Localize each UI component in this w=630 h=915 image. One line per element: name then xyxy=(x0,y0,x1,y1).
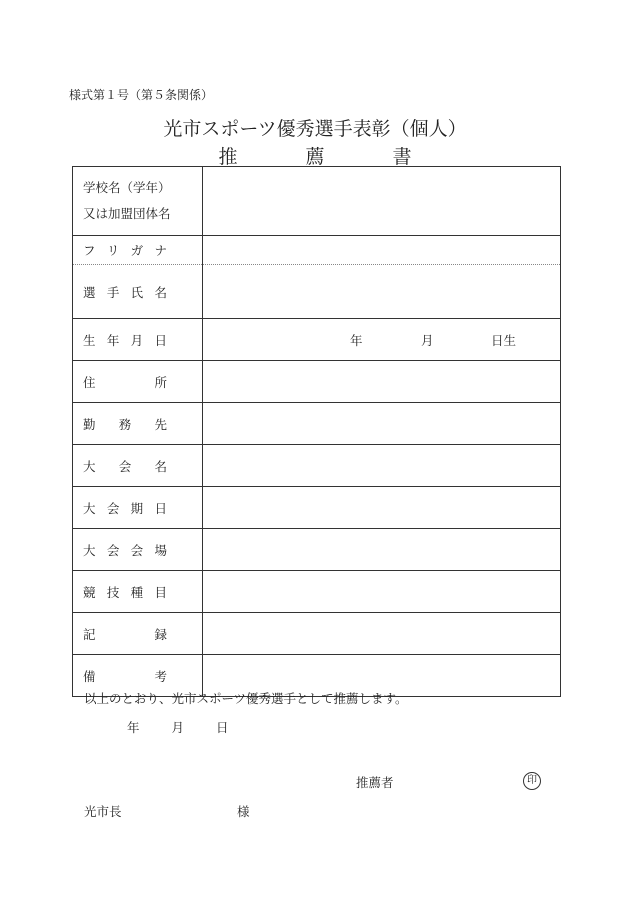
label-char: 日 xyxy=(154,500,167,516)
birthdate-field[interactable] xyxy=(203,319,561,361)
label-char: 手 xyxy=(106,284,120,300)
document-type-title xyxy=(0,142,630,169)
label-char: 記 xyxy=(83,626,96,642)
label-char: 技 xyxy=(106,584,120,600)
label-char: 日 xyxy=(154,332,167,348)
label-char: 所 xyxy=(154,374,167,390)
birth-month-label: 月 xyxy=(421,332,434,348)
label-char: リ xyxy=(106,243,120,258)
label-char: 会 xyxy=(106,500,120,516)
tournament-venue-field[interactable] xyxy=(203,529,561,571)
label-char: 名 xyxy=(154,284,167,300)
label-char: フ xyxy=(83,243,96,258)
label-char: 生 xyxy=(83,332,96,348)
label-char: 会 xyxy=(106,542,120,558)
label-char: 録 xyxy=(154,626,167,642)
recommender-label: 推薦者 xyxy=(356,775,394,790)
address-label xyxy=(73,361,203,403)
record-label xyxy=(73,613,203,655)
school-field[interactable] xyxy=(203,167,561,236)
workplace-field[interactable] xyxy=(203,403,561,445)
athlete-name-field[interactable] xyxy=(203,265,561,319)
label-char: 選 xyxy=(83,284,96,300)
subtitle-char: 書 xyxy=(392,146,412,168)
subtitle-char: 推 xyxy=(218,146,238,168)
label-char: 氏 xyxy=(130,284,144,300)
label-char: 会 xyxy=(118,458,132,474)
page-title: 光市スポーツ優秀選手表彰（個人） xyxy=(163,118,467,140)
workplace-label xyxy=(73,403,203,445)
submission-date xyxy=(127,718,229,736)
tournament-venue-label xyxy=(73,529,203,571)
label-char: 年 xyxy=(106,332,120,348)
date-month-label: 月 xyxy=(171,720,185,735)
school-label-line2: 又は加盟団体名 xyxy=(83,206,171,221)
label-char: 大 xyxy=(83,542,96,558)
birth-day-label: 日生 xyxy=(491,332,517,348)
date-day-label: 日 xyxy=(216,720,229,735)
label-char: 競 xyxy=(83,584,96,600)
label-char: 種 xyxy=(130,584,144,600)
label-char: 先 xyxy=(154,416,167,432)
label-char: 考 xyxy=(154,668,167,684)
subtitle-char: 薦 xyxy=(305,146,325,168)
birthdate-label xyxy=(73,319,203,361)
event-label xyxy=(73,571,203,613)
date-year-label: 年 xyxy=(127,720,140,735)
school-label-line1: 学校名（学年） xyxy=(83,180,171,195)
furigana-label xyxy=(73,236,203,265)
honorific: 様 xyxy=(237,804,250,819)
label-char: 場 xyxy=(154,542,167,558)
label-char: 住 xyxy=(83,374,96,390)
tournament-name-field[interactable] xyxy=(203,445,561,487)
label-char: 務 xyxy=(118,416,132,432)
record-field[interactable] xyxy=(203,613,561,655)
school-label xyxy=(73,167,203,236)
label-char: 目 xyxy=(154,584,167,600)
seal-icon: 印 xyxy=(523,772,541,790)
tournament-period-field[interactable] xyxy=(203,487,561,529)
event-field[interactable] xyxy=(203,571,561,613)
label-char: 勤 xyxy=(83,416,96,432)
label-char: 備 xyxy=(83,668,96,684)
label-char: 名 xyxy=(154,458,167,474)
recommendation-statement: 以上のとおり、光市スポーツ優秀選手として推薦します。 xyxy=(84,691,408,706)
furigana-field[interactable] xyxy=(203,236,561,265)
label-char: 大 xyxy=(83,458,96,474)
label-char: 月 xyxy=(130,332,144,348)
label-char: ナ xyxy=(154,243,167,258)
athlete-name-label xyxy=(73,265,203,319)
address-field[interactable] xyxy=(203,361,561,403)
tournament-name-label xyxy=(73,445,203,487)
birth-year-label: 年 xyxy=(350,332,363,348)
form-reference: 様式第１号（第５条関係） xyxy=(69,88,214,102)
mayor-addressee: 光市長 xyxy=(84,804,122,819)
label-char: 会 xyxy=(130,542,144,558)
label-char: 大 xyxy=(83,500,96,516)
recommendation-form-table xyxy=(72,166,561,697)
tournament-period-label xyxy=(73,487,203,529)
label-char: ガ xyxy=(130,243,144,258)
label-char: 期 xyxy=(130,500,144,516)
